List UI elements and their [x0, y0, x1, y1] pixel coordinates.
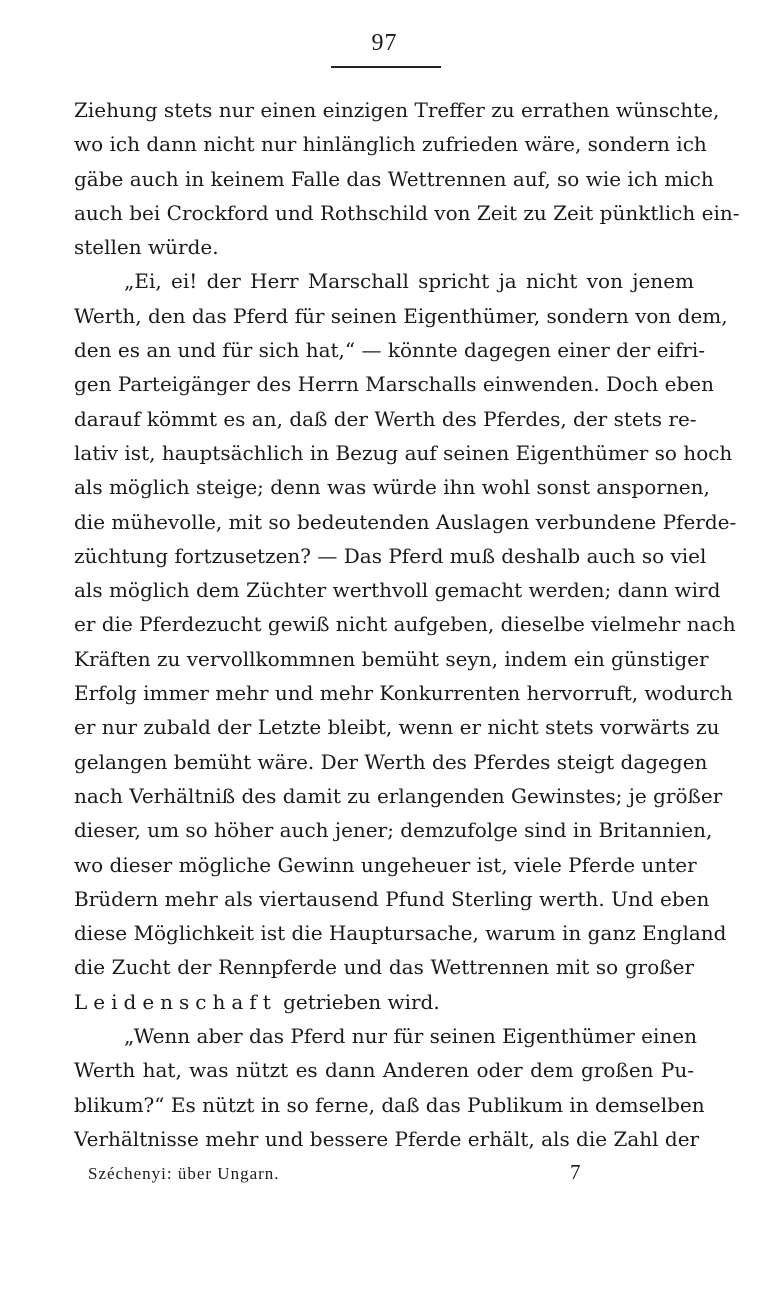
text-line: gen Parteigänger des Herrn Marschalls einwenden. Doch eben — [74, 372, 714, 397]
text-line: Werth, den das Pferd für seinen Eigenthümer, sondern von dem, — [74, 303, 728, 328]
page-number: 97 — [371, 30, 398, 56]
body-text — [74, 93, 740, 1156]
text-line: wo ich dann nicht nur hinlänglich zufrieden wäre, sondern ich — [74, 132, 707, 157]
text-line: die Zucht der Rennpferde und das Wettrennen mit so großer — [74, 955, 694, 980]
signature-line: Széchenyi: über Ungarn. — [88, 1164, 280, 1183]
text-line: züchtung fortzusetzen? — Das Pferd muß deshalb auch so viel — [74, 543, 707, 568]
text-line: auch bei Crockford und Rothschild von Zeit zu Zeit pünktlich ein- — [74, 200, 740, 225]
text-line: „Wenn aber das Pferd nur für seinen Eigenthümer einen — [124, 1024, 697, 1049]
text-line: Kräften zu vervollkommnen bemüht seyn, indem ein günstiger — [74, 646, 709, 671]
text-line: Erfolg immer mehr und mehr Konkurrenten hervorruft, wodurch — [74, 681, 733, 706]
text-line: gäbe auch in keinem Falle das Wettrennen auf, so wie ich mich — [74, 166, 714, 191]
text-line: Ziehung stets nur einen einzigen Treffer zu errathen wünschte, — [74, 98, 720, 122]
text-line: diese Möglichkeit ist die Hauptursache, warum in ganz England — [74, 921, 727, 946]
text-line: als möglich steige; denn was würde ihn wohl sonst anspornen, — [74, 475, 710, 500]
text-line: blikum?“ Es nützt in so ferne, daß das Publikum in demselben — [74, 1092, 705, 1117]
emphasized-word: Leidenschaft — [74, 989, 277, 1014]
text-line: als möglich dem Züchter werthvoll gemacht werden; dann wird — [74, 578, 721, 603]
text-line: er nur zubald der Letzte bleibt, wenn er nicht stets vorwärts zu — [74, 715, 720, 740]
text-line: Werth hat, was nützt es dann Anderen oder dem großen Pu- — [74, 1058, 694, 1083]
text-line: darauf kömmt es an, daß der Werth des Pferdes, der stets re- — [74, 406, 697, 431]
text-line: gelangen bemüht wäre. Der Werth des Pferdes steigt dagegen — [74, 749, 708, 774]
text-line: die mühevolle, mit so bedeutenden Auslagen verbundene Pferde- — [74, 509, 737, 534]
text-line: Leidenschaft getrieben wird. — [74, 989, 440, 1014]
text-line: Verhältnisse mehr und bessere Pferde erhält, als die Zahl der — [74, 1126, 700, 1151]
header-rule — [331, 66, 441, 68]
signature-mark: 7 — [570, 1160, 581, 1184]
text-line: Brüdern mehr als viertausend Pfund Sterling werth. Und eben — [74, 886, 710, 911]
text-line: dieser, um so höher auch jener; demzufolge sind in Britannien, — [74, 818, 713, 843]
text-line: wo dieser mögliche Gewinn ungeheuer ist, viele Pferde unter — [74, 852, 697, 877]
text-line: nach Verhältniß des damit zu erlangenden Gewinstes; je größer — [74, 783, 723, 808]
text-line: er die Pferdezucht gewiß nicht aufgeben, dieselbe vielmehr nach — [74, 612, 736, 637]
text-line: den es an und für sich hat,“ — könnte dagegen einer der eifri- — [74, 338, 706, 363]
text-line: „Ei, ei! der Herr Marschall spricht ja nicht von jenem — [124, 269, 694, 294]
text-line: lativ ist, hauptsächlich in Bezug auf seinen Eigenthümer so hoch — [74, 440, 733, 465]
page-footer — [88, 1160, 588, 1190]
text-line: stellen würde. — [74, 235, 219, 260]
